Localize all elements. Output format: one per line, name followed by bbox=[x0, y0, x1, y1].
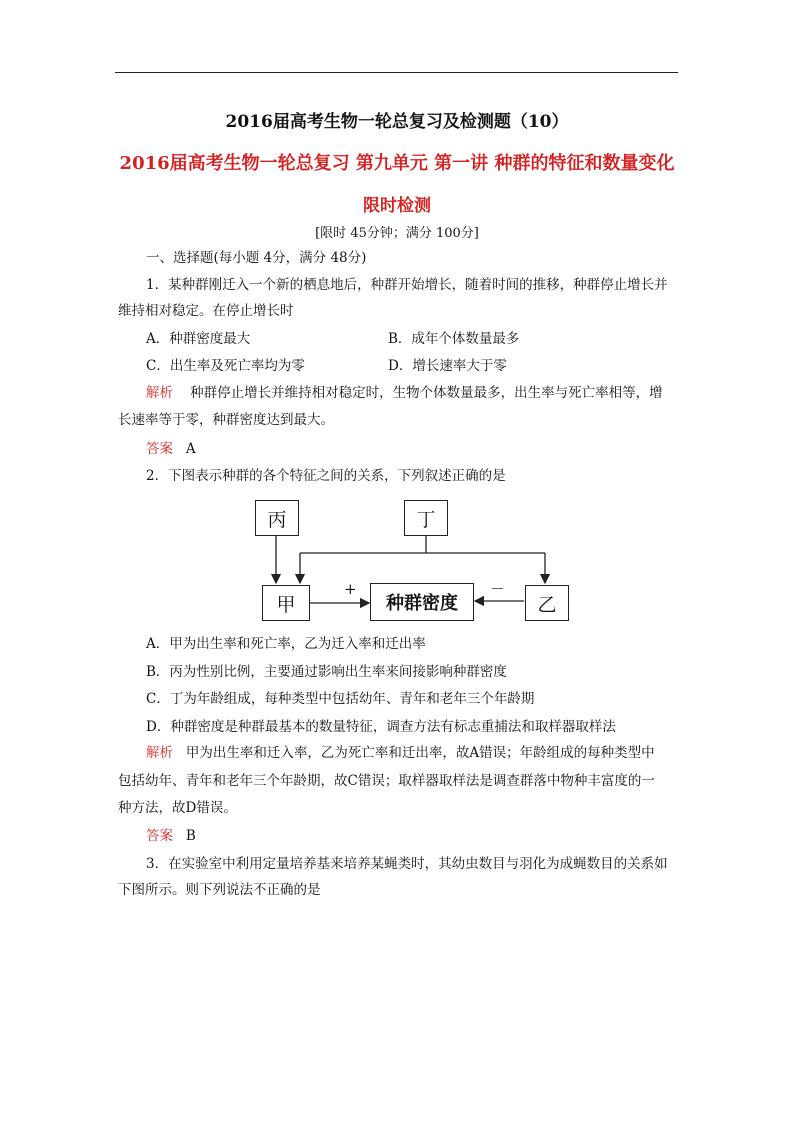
q1-option-a: A．种群密度最大 bbox=[146, 331, 251, 347]
diagram-node-jia: 甲 bbox=[262, 585, 310, 621]
q1-option-d: D．增长速率大于零 bbox=[388, 358, 507, 374]
q1-stem-line1: 1．某种群刚迁入一个新的栖息地后，种群开始增长，随着时间的推移，种群停止增长并 bbox=[146, 277, 668, 293]
time-limit-note: [限时 45分钟；满分 100分] bbox=[315, 226, 479, 241]
diagram-plus-sign: + bbox=[344, 580, 357, 598]
q2-stem: 2．下图表示种群的各个特征之间的关系，下列叙述正确的是 bbox=[146, 468, 506, 484]
q2-answer-label: 答案 bbox=[146, 828, 173, 844]
diagram-minus-sign: － bbox=[490, 580, 506, 598]
q2-option-d: D．种群密度是种群最基本的数量特征，调查方法有标志重捕法和取样器取样法 bbox=[146, 719, 616, 735]
q1-option-c: C．出生率及死亡率均为零 bbox=[146, 358, 305, 374]
diagram-node-bing: 丙 bbox=[255, 500, 299, 536]
q2-analysis-line2: 包括幼年、青年和老年三个年龄期，故C错误；取样器取样法是调查群落中物种丰富度的一 bbox=[118, 773, 655, 789]
diagram-node-ding: 丁 bbox=[404, 500, 448, 536]
q2-analysis-text: 甲为出生率和迁入率，乙为死亡率和迁出率，故A错误；年龄组成的每种类型中 bbox=[185, 745, 655, 761]
section-heading: 一、选择题(每小题 4分，满分 48分) bbox=[146, 250, 367, 266]
lesson-subtitle: 限时检测 bbox=[363, 196, 431, 216]
diagram-node-population-density: 种群密度 bbox=[370, 583, 474, 621]
q1-analysis-label: 解析 bbox=[146, 385, 173, 401]
document-title: 2016届高考生物一轮总复习及检测题（10） bbox=[225, 112, 569, 132]
q1-answer-label: 答案 bbox=[146, 441, 173, 457]
diagram-node-yi: 乙 bbox=[525, 585, 569, 621]
q1-option-b: B．成年个体数量最多 bbox=[388, 331, 520, 347]
q2-option-a: A．甲为出生率和死亡率，乙为迁入率和迁出率 bbox=[146, 636, 426, 652]
q2-analysis-line3: 种方法，故D错误。 bbox=[118, 800, 237, 816]
q1-analysis-line2: 长速率等于零，种群密度达到最大。 bbox=[118, 412, 334, 428]
lesson-title: 2016届高考生物一轮总复习 第九单元 第一讲 种群的特征和数量变化 bbox=[119, 153, 675, 174]
q2-analysis-label: 解析 bbox=[146, 745, 173, 761]
q2-answer bbox=[146, 827, 196, 845]
q2-answer-value: B bbox=[185, 828, 196, 844]
q2-analysis-line1 bbox=[146, 744, 655, 762]
q2-option-c: C．丁为年龄组成，每种类型中包括幼年、青年和老年三个年龄期 bbox=[146, 691, 535, 707]
q3-stem-line2: 下图所示。则下列说法不正确的是 bbox=[118, 882, 321, 898]
q1-stem-line2: 维持相对稳定。在停止增长时 bbox=[118, 303, 294, 319]
q1-analysis-text: 种群停止增长并维持相对稳定时，生物个体数量最多，出生率与死亡率相等，增 bbox=[190, 385, 663, 401]
q1-answer-value: A bbox=[185, 441, 196, 457]
q3-stem-line1: 3．在实验室中利用定量培养基来培养某蝇类时，其幼虫数目与羽化为成蝇数目的关系如 bbox=[146, 856, 668, 872]
q2-option-b: B．丙为性别比例，主要通过影响出生率来间接影响种群密度 bbox=[146, 664, 507, 680]
